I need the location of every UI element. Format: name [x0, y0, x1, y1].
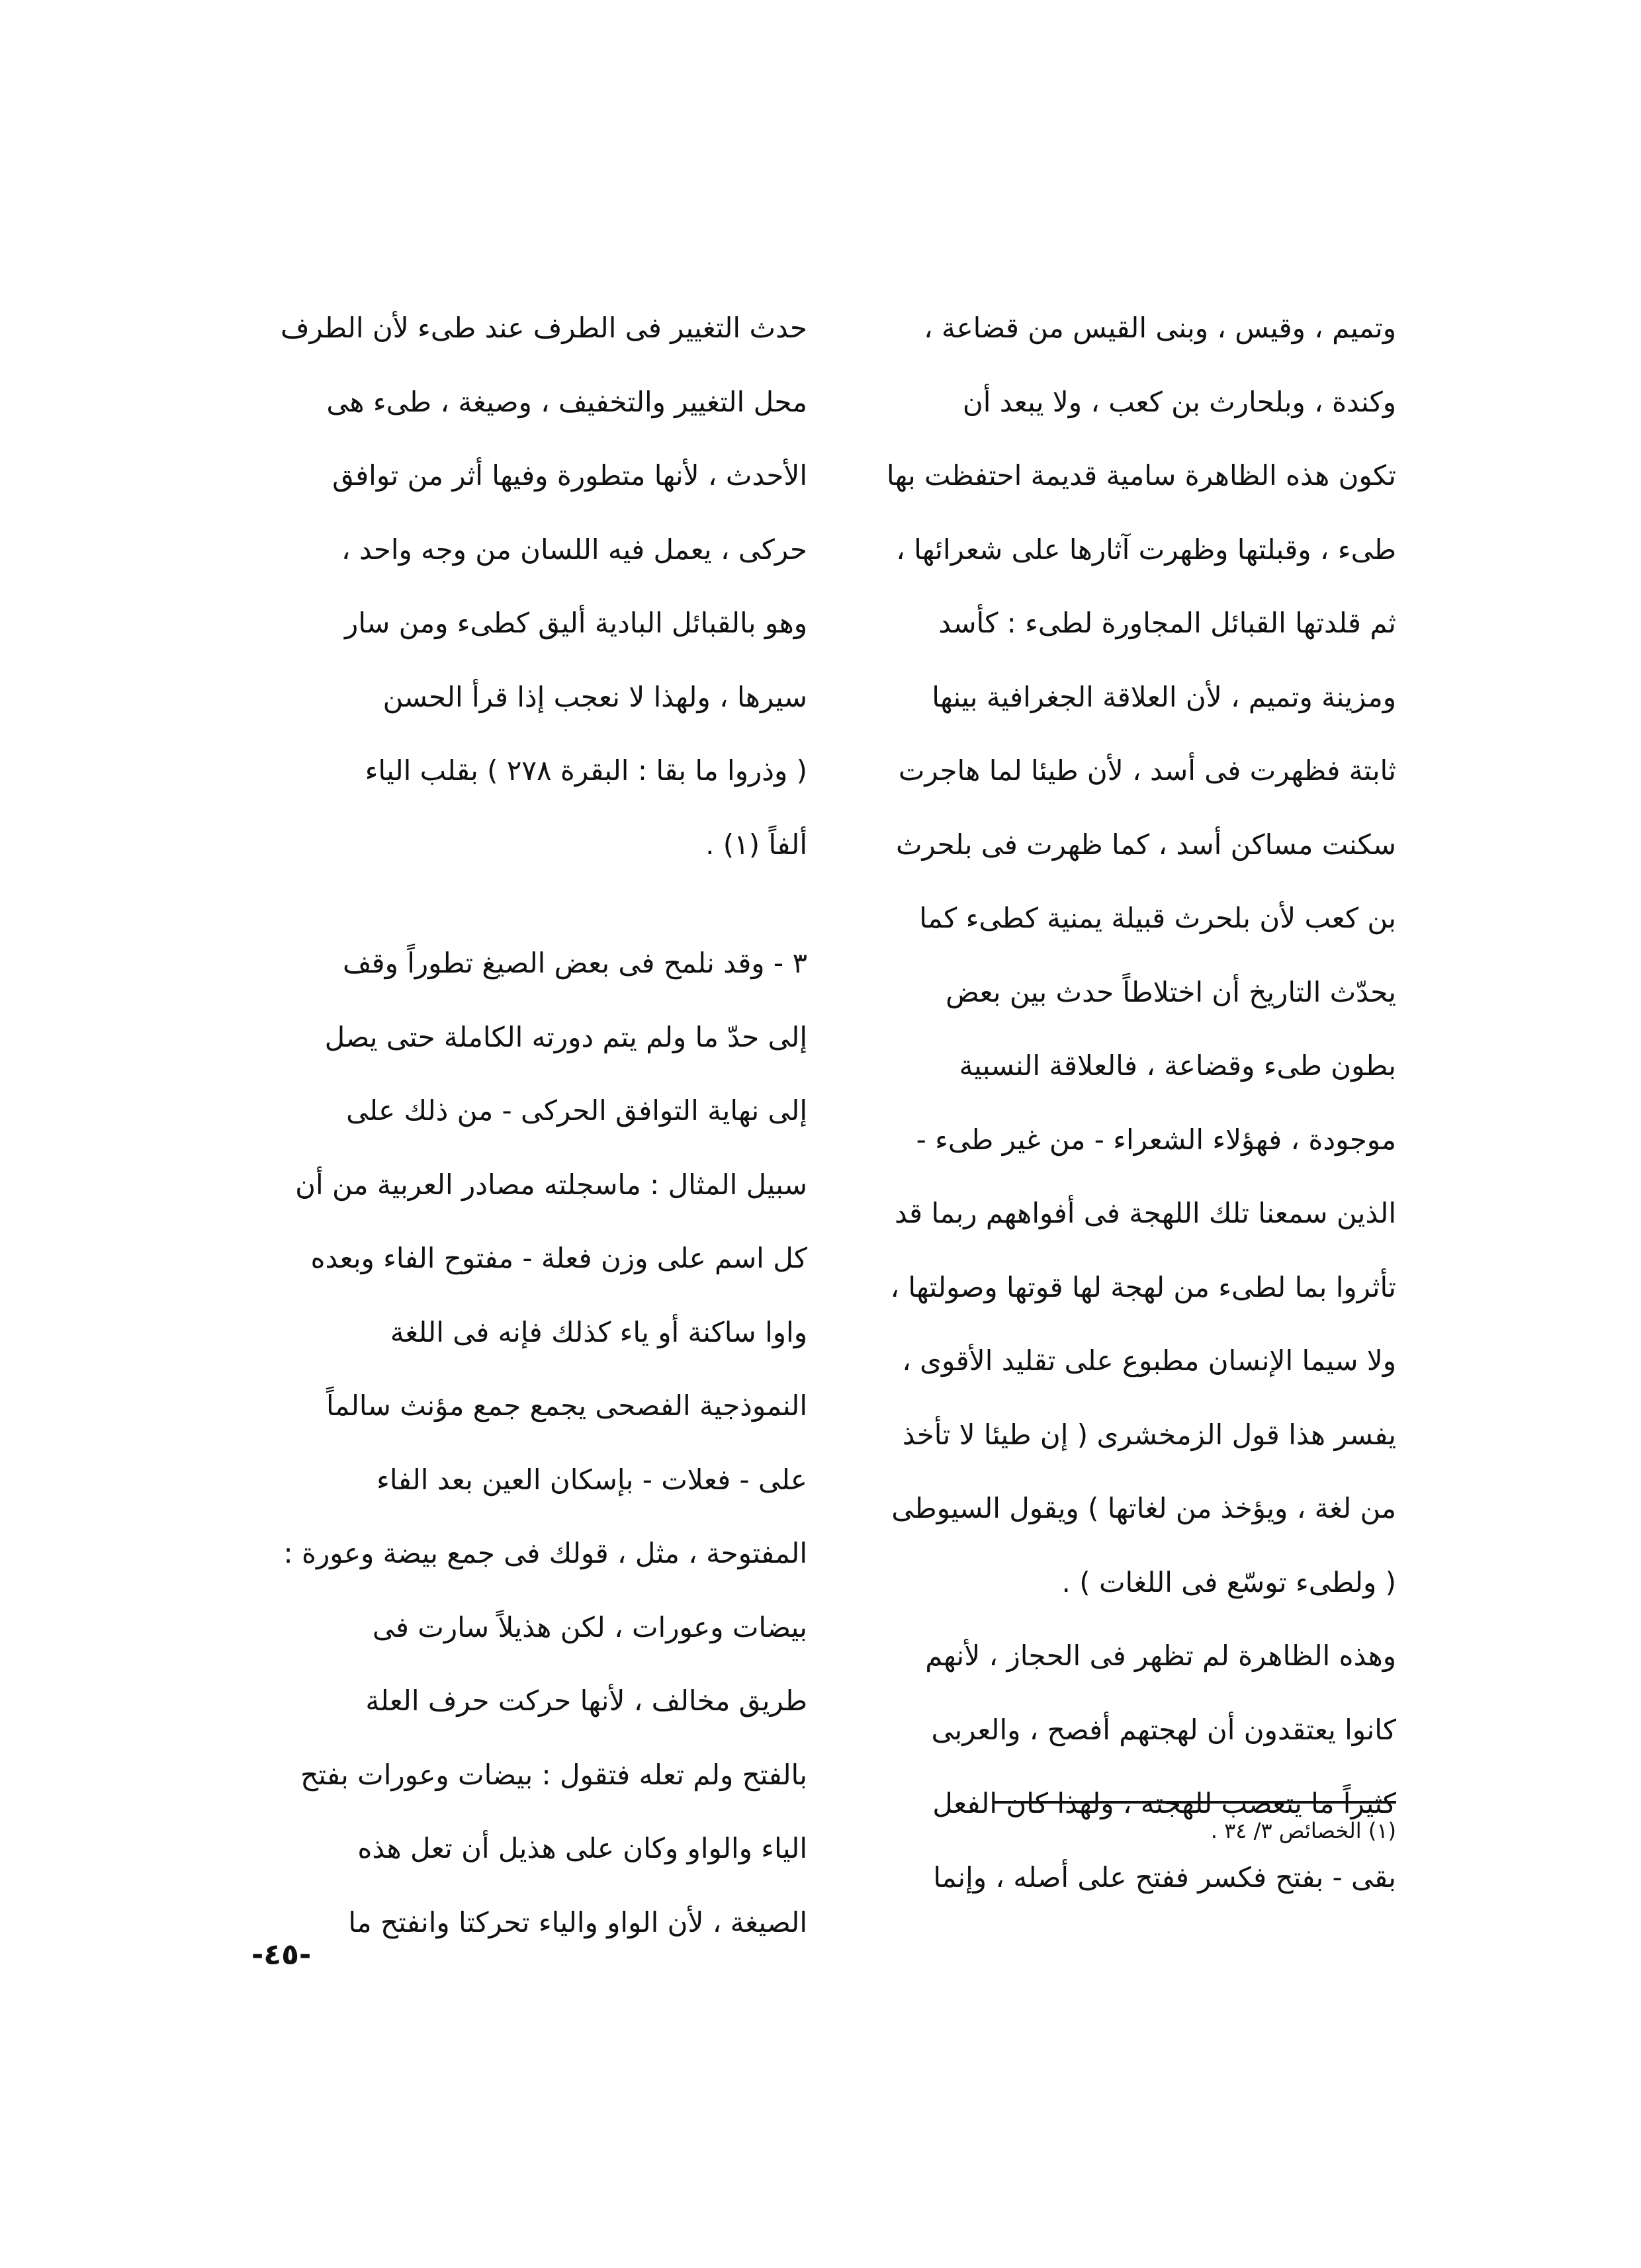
- text-line: بطون طىء وقضاعة ، فالعلاقة النسبية: [959, 1049, 1396, 1082]
- text-line: حدث التغيير فى الطرف عند طىء لأن الطرف: [280, 312, 807, 344]
- text-line: سبيل المثال : ماسجلته مصادر العربية من أن: [295, 1168, 807, 1201]
- text-line: من لغة ، ويؤخذ من لغاتها ) ويقول السيوطى: [891, 1492, 1396, 1524]
- text-line: بالفتح ولم تعله فتقول : بيضات وعورات بفتح: [300, 1758, 807, 1791]
- text-line: طريق مخالف ، لأنها حركت حرف العلة: [365, 1684, 807, 1717]
- text-line: بيضات وعورات ، لكن هذيلاً سارت فى: [372, 1610, 807, 1643]
- text-line: تكون هذه الظاهرة سامية قديمة احتفظت بها: [886, 459, 1396, 492]
- text-line: كانوا يعتقدون أن لهجتهم أفصح ، والعربى: [931, 1713, 1396, 1746]
- text-line: ( ولطىء توسّع فى اللغات ) .: [1061, 1565, 1396, 1598]
- text-line: ثابتة فظهرت فى أسد ، لأن طيئا لما هاجرت: [898, 754, 1396, 787]
- text-line: حركى ، يعمل فيه اللسان من وجه واحد ،: [341, 533, 807, 566]
- text-line: الياء والواو وكان على هذيل أن تعل هذه: [357, 1832, 807, 1864]
- text-line: إلى نهاية التوافق الحركى - من ذلك على: [346, 1094, 807, 1127]
- text-line: إلى حدّ ما ولم يتم دورته الكاملة حتى يصل: [324, 1020, 807, 1053]
- text-line: على - فعلات - بإسكان العين بعد الفاء: [377, 1463, 807, 1496]
- text-line: المفتوحة ، مثل ، قولك فى جمع بيضة وعورة :: [283, 1537, 807, 1569]
- text-line: كثيراً ما يتعصب للهجته ، ولهذا كان الفعل: [932, 1787, 1396, 1819]
- text-line: طىء ، وقبلتها وظهرت آثارها على شعرائها ،: [896, 533, 1396, 566]
- text-line: الأحدث ، لأنها متطورة وفيها أثر من توافق: [332, 459, 807, 492]
- text-line: الذين سمعنا تلك اللهجة فى أفواههم ربما قد: [894, 1197, 1396, 1229]
- text-line: الصيغة ، لأن الواو والياء تحركتا وانفتح ما: [348, 1905, 807, 1939]
- text-line: وهو بالقبائل البادية أليق كطىء ومن سار: [345, 607, 807, 639]
- text-line: يحدّث التاريخ أن اختلاطاً حدث بين بعض: [946, 975, 1396, 1008]
- paragraph-gap: [265, 881, 807, 926]
- text-line: سكنت مساكن أسد ، كما ظهرت فى بلحرث: [895, 828, 1396, 861]
- footnote-divider: [993, 1801, 1396, 1804]
- text-line: تأثروا بما لطىء من لهجة لها قوتها وصولتها ،: [890, 1270, 1396, 1303]
- text-line: سيرها ، ولهذا لا نعجب إذا قرأ الحسن: [382, 680, 807, 713]
- text-line: محل التغيير والتخفيف ، وصيغة ، طىء هى: [326, 385, 807, 418]
- text-line: ولا سيما الإنسان مطبوع على تقليد الأقوى ،: [902, 1344, 1396, 1377]
- text-line: واوا ساكنة أو ياء كذلك فإنه فى اللغة: [390, 1315, 807, 1348]
- text-line: النموذجية الفصحى يجمع جمع مؤنث سالماً: [326, 1389, 807, 1422]
- text-line: ألفاً (١) .: [705, 828, 807, 861]
- page-number: -٤٥-: [251, 1938, 312, 1972]
- right-text-column: [860, 291, 1396, 1914]
- text-line: ٣ - وقد نلمح فى بعض الصيغ تطوراً وقف: [343, 947, 807, 979]
- text-line: موجودة ، فهؤلاء الشعراء - من غير طىء -: [916, 1123, 1396, 1156]
- text-line: وهذه الظاهرة لم تظهر فى الحجاز ، لأنهم: [925, 1639, 1396, 1672]
- text-line: بن كعب لأن بلحرث قبيلة يمنية كطىء كما: [919, 902, 1396, 934]
- text-line: ومزينة وتميم ، لأن العلاقة الجغرافية بينها: [932, 680, 1396, 713]
- text-line: ثم قلدتها القبائل المجاورة لطىء : كأسد: [938, 607, 1396, 639]
- text-line: ( وذروا ما بقا : البقرة ٢٧٨ ) بقلب الياء: [365, 754, 807, 787]
- text-line: كل اسم على وزن فعلة - مفتوح الفاء وبعده: [310, 1242, 807, 1274]
- text-line: بقى - بفتح فكسر ففتح على أصله ، وإنما: [933, 1860, 1396, 1894]
- text-line: وكندة ، وبلحارث بن كعب ، ولا يبعد أن: [962, 385, 1396, 418]
- text-line: يفسر هذا قول الزمخشرى ( إن طيئا لا تأخذ: [902, 1418, 1396, 1451]
- left-text-column: [265, 291, 807, 1959]
- footnote: (١) الخصائص ٣/ ٣٤ .: [1210, 1818, 1396, 1843]
- text-line: وتميم ، وقيس ، وبنى القيس من قضاعة ،: [924, 312, 1396, 344]
